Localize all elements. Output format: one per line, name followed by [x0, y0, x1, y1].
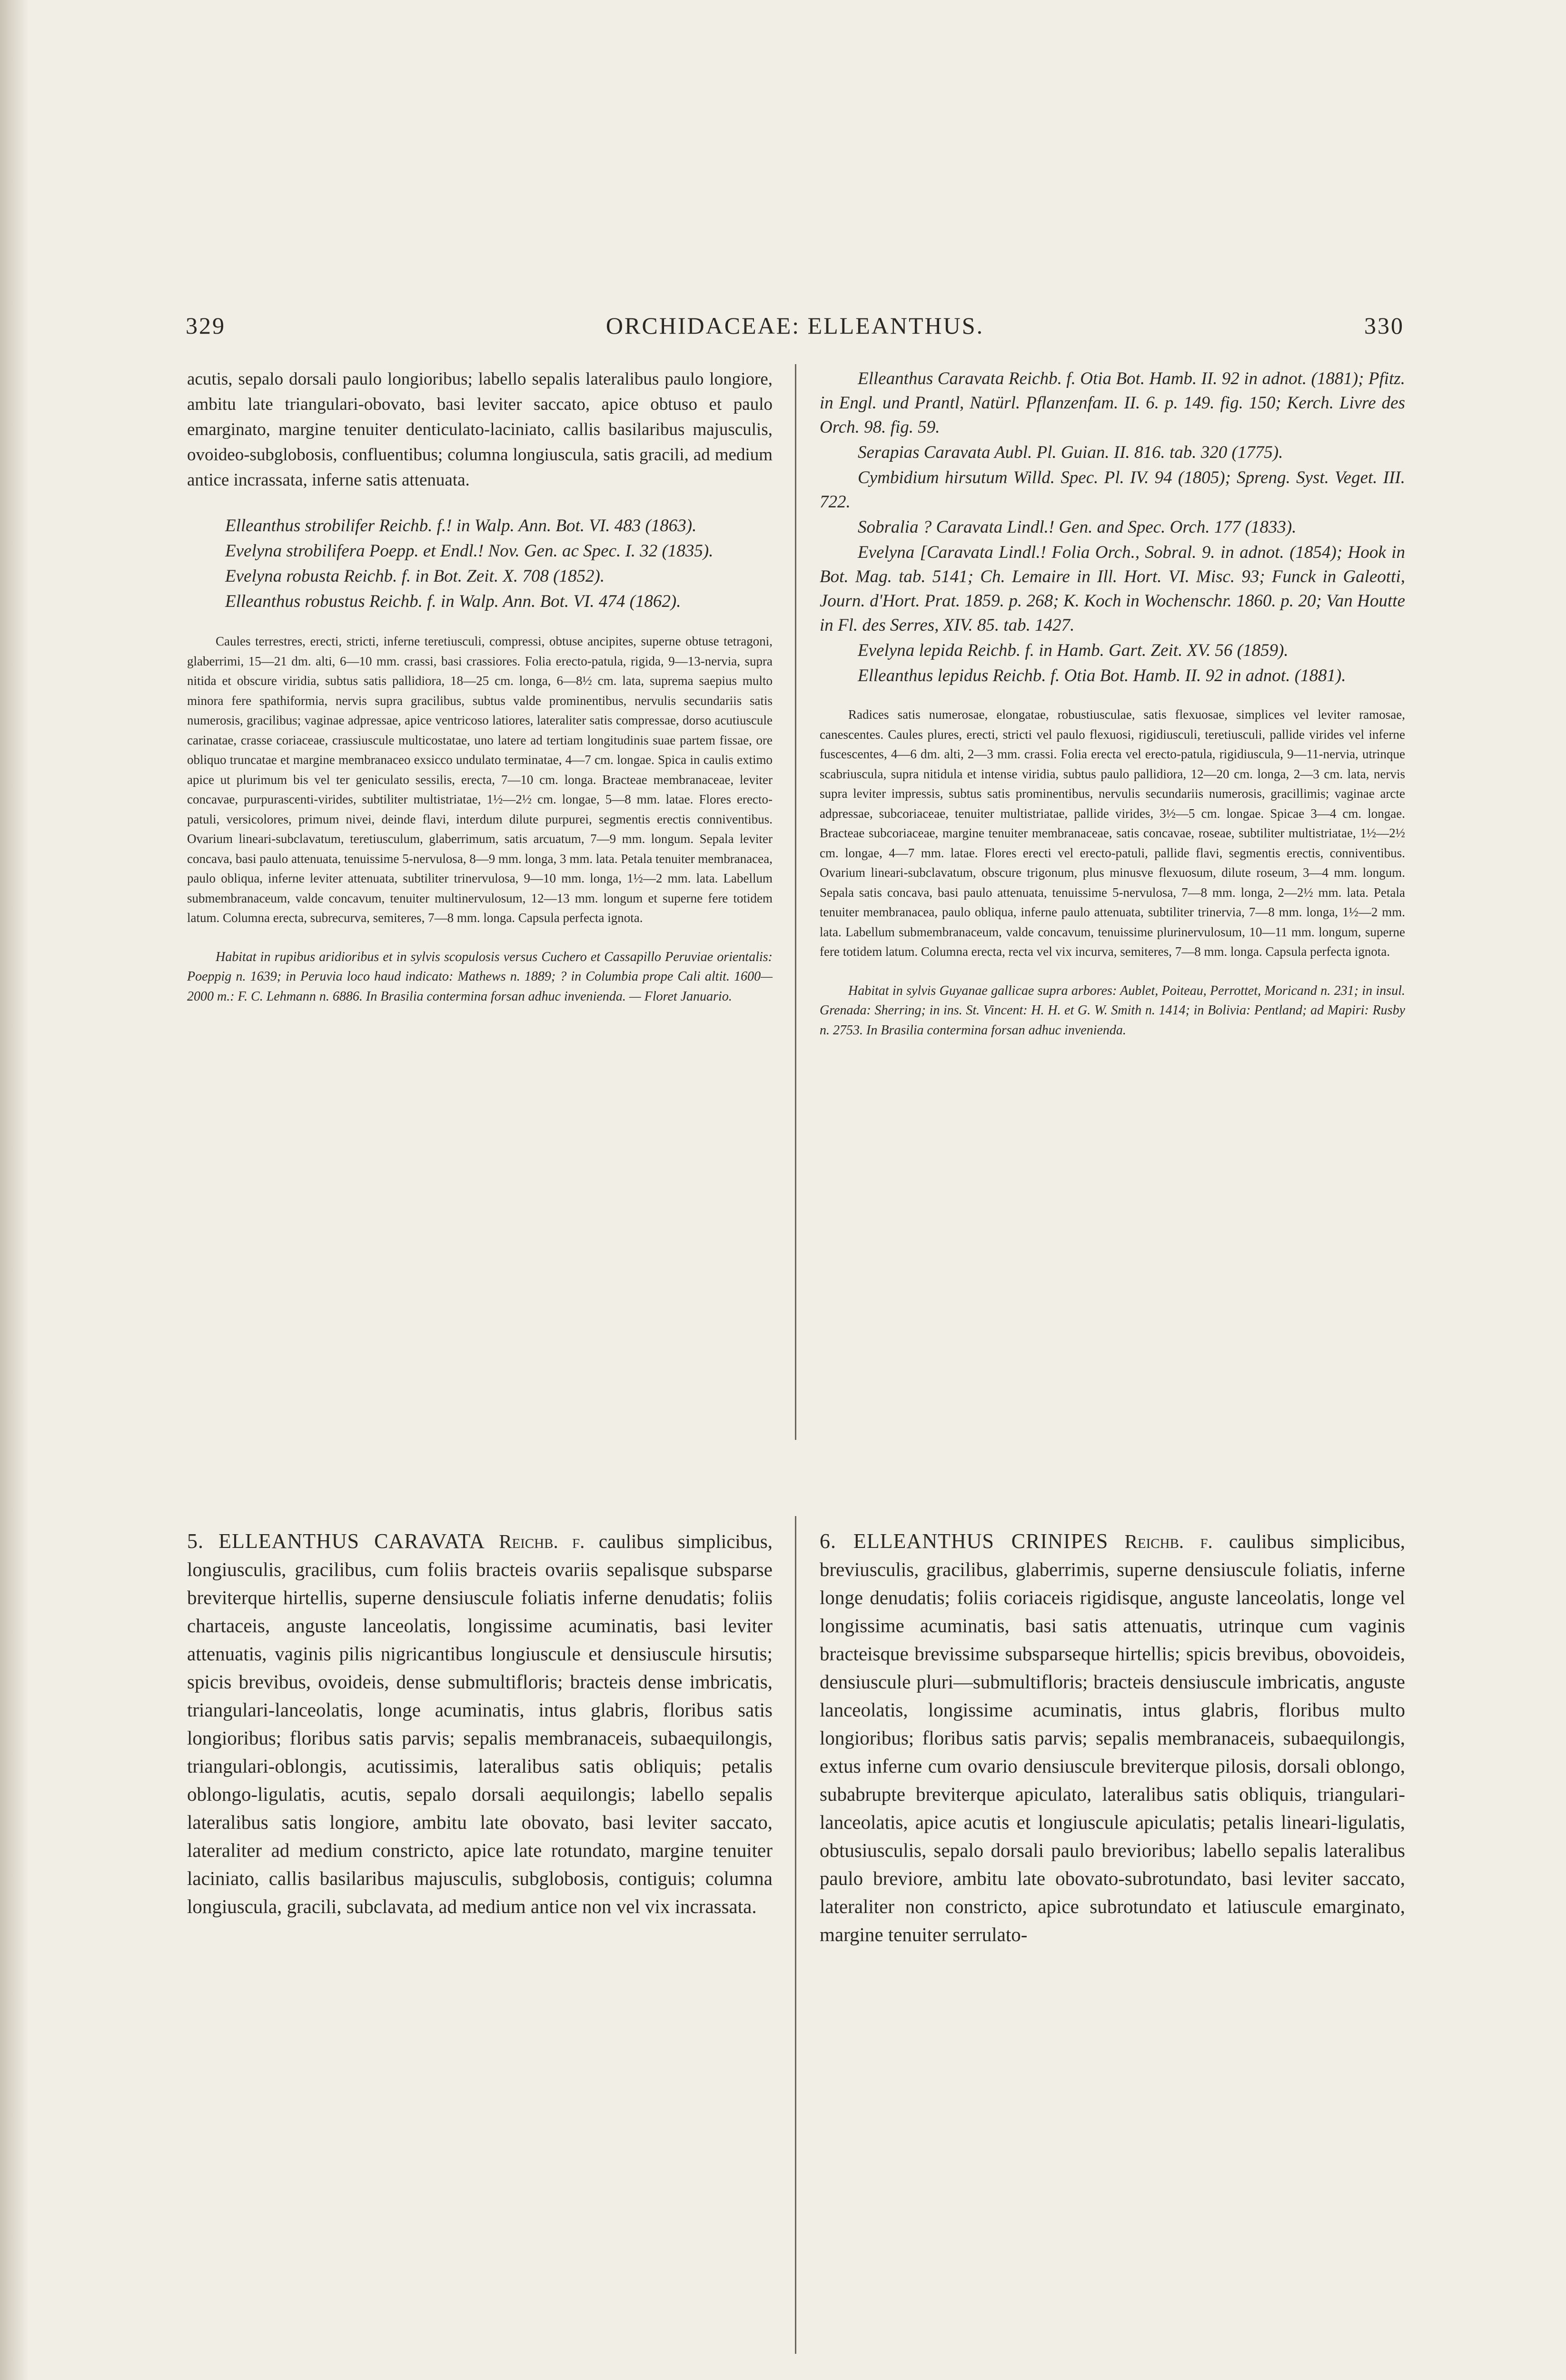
synonym: Evelyna robusta Reichb. f. in Bot. Zeit. X. 708 (1852).	[225, 566, 605, 586]
synonym: Sobralia ? Caravata Lindl.! Gen. and Spec. Orch. 177 (1833).	[858, 517, 1297, 537]
species-description: Radices satis numerosae, elongatae, robustiusculae, satis flexuosae, simplices vel leviter ramosae, canescentes. Caules plures, erecti, stricti vel paulo flexuosi, rigidiusculi, teretiusculi, pallide virides vel inferne fuscescentes, 4—6 dm. alti, 2—3 mm. crassi. Folia erecta vel erecto-patula, rigidiuscula, 9—11-nervia, utrinque scabriuscula, supra nitidula et intense viridia, subtus paulo pallidiora, 12—20 cm. longa, 2—3 cm. lata, nervis supra leviter impressis, subtus satis prominentibus, nervulis secundariis numerosis, gracillimis; vaginae arcte adpressae, subcoriaceae, tenuiter multistriatae, pallide virides, 3½—5 cm. longae. Spicae 3—4 cm. longae. Bracteae subcoriaceae, margine tenuiter membranaceae, satis concavae, roseae, subtiliter multistriatae, 1½—2½ cm. longae, 4—7 mm. latae. Flores erecti vel erecto-patuli, pallide flavi, segmentis erectis, conniventibus. Ovarium lineari-subclavatum, obscure trigonum, plus minusve flexuosum, dilute roseum, 3—4 mm. longum. Sepala satis concava, basi paulo attenuata, tenuissime 5-nervulosa, 7—8 mm. longa, 2—2½ mm. lata. Petala tenuiter membranacea, paulo obliqua, inferne paulo attenuata, subtiliter trinervia, 7—8 mm. longa, 1½—2 mm. lata. Labellum submembranaceum, valde concavum, tenuissime plurinervulosum, 10—11 mm. longum, superne fere totidem latum. Columna erecta, recta vel vix incurva, semiteres, 7—8 mm. longa. Capsula perfecta ignota.	[820, 707, 1405, 959]
synonym: Serapias Caravata Aubl. Pl. Guian. II. 816. tab. 320 (1775).	[858, 443, 1283, 462]
species-heading: 6. ELLEANTHUS CRINIPES	[820, 1529, 1109, 1553]
species-diagnosis-text: caulibus simplicibus, longiusculis, gracilibus, cum foliis bracteis ovariis sepalisque subsparse breviterque hirtellis, superne densiuscule foliatis inferne denudatis; foliis chartaceis, anguste lanceolatis, longissime acuminatis, basi leviter attenuatis, vaginis pilis nigricantibus longiuscule et densiuscule hirsutis; spicis brevibus, ovoideis, dense submultifloris; bracteis dense imbricatis, triangulari-lanceolatis, longe acuminatis, intus glabris, floribus satis longioribus; floribus satis parvis; sepalis membranaceis, subaequilongis, triangulari-oblongis, acutissimis, lateralibus satis obliquis; petalis oblongo-ligulatis, acutis, sepalo dorsali aequilongis; labello sepalis lateralibus satis longiore, ambitu late obovato, basi leviter saccato, lateraliter ad medium constricto, apice late rotundato, margine tenuiter laciniato, callis basilaribus majusculis, subglobosis, contiguis; columna longiuscula, gracili, subclavata, ad medium antice non vel vix incrassata.	[187, 1530, 773, 1917]
synonym: Elleanthus strobilifer Reichb. f.! in Walp. Ann. Bot. VI. 483 (1863).	[225, 516, 697, 536]
synonym: Evelyna lepida Reichb. f. in Hamb. Gart. Zeit. XV. 56 (1859).	[858, 641, 1288, 660]
running-header	[186, 312, 1404, 350]
column-divider-top	[795, 364, 796, 1440]
running-title: ORCHIDACEAE: ELLEANTHUS.	[605, 312, 984, 339]
species-author: Reichb. f.	[1124, 1530, 1213, 1552]
species-heading: 5. ELLEANTHUS CARAVATA	[187, 1529, 485, 1553]
synonym: Evelyna strobilifera Poepp. et Endl.! Nov. Gen. ac Spec. I. 32 (1835).	[225, 541, 714, 561]
synonym: Elleanthus robustus Reichb. f. in Walp. Ann. Bot. VI. 474 (1862).	[225, 592, 681, 611]
species-description: Caules terrestres, erecti, stricti, inferne teretiusculi, compressi, obtuse ancipites, superne obtuse tetragoni, glaberrimi, 15—21 dm. alti, 6—10 mm. crassi, basi crassiores. Folia erecto-patula, rigida, 9—13-nervia, supra nitida et obscure viridia, subtus satis pallidiora, 18—25 cm. longa, 6—8½ cm. lata, suprema saepius multo minora fere spathiformia, nervis supra gracilibus, subtus valde prominentibus, nervulis secundariis satis numerosis, gracilibus; vaginae adpressae, apice ventricoso latiores, lateraliter satis compressae, dorso acutiuscule carinatae, crasse coriaceae, crassiuscule multicostatae, uno latere ad tertiam longitudinis suae partem fissae, ore obliquo truncatae et margine membranaceo exsicco undulato terminatae, 4—7 cm. longae. Spica in caulis extimo apice ut plurimum bis vel ter geniculato sessilis, erecta, 7—10 cm. longa. Bracteae membranaceae, leviter concavae, purpurascenti-virides, subtiliter multistriatae, 1½—2½ cm. longae, 5—8 mm. latae. Flores erecto-patuli, versicolores, primum nivei, deinde flavi, interdum dilute purpurei, segmentis erectis conniventibus. Ovarium lineari-subclavatum, teretiusculum, glaberrimum, satis arcuatum, 7—9 mm. longum. Sepala leviter concava, basi paulo attenuata, tenuissime 5-nervulosa, 8—9 mm. longa, 3 mm. lata. Petala tenuiter membranacea, paulo obliqua, inferne leviter attenuata, subtiliter trinervulosa, 9—10 mm. longa, 1½—2 mm. lata. Labellum submembranaceum, valde concavum, tenuiter multinervulosum, 12—13 mm. longum et superne fere totidem latum. Columna erecta, subrecurva, semiteres, 7—8 mm. longa. Capsula perfecta ignota.	[187, 634, 773, 925]
habitat-note: Habitat in rupibus aridioribus et in sylvis scopulosis versus Cuchero et Cassapillo Peruviae orientalis: Poeppig n. 1639; in Peruvia loco haud indicato: Mathews n. 1889; ? in Columbia prope Cali altit. 1600—2000 m.: F. C. Lehmann n. 6886. In Brasilia contermina forsan adhuc invenienda. — Floret Januario.	[187, 949, 773, 1004]
synonym: Evelyna [Caravata Lindl.! Folia Orch., Sobral. 9. in adnot. (1854); Hook in Bot. Mag. tab. 5141; Ch. Lemaire in Ill. Hort. VI. Misc. 93; Funck in Galeotti, Journ. d'Hort. Prat. 1859. p. 268; K. Koch in Wochenschr. 1860. p. 20; Van Houtte in Fl. des Serres, XIV. 85. tab. 1427.	[820, 543, 1405, 635]
species-author: Reichb. f.	[499, 1530, 585, 1552]
synonym: Cymbidium hirsutum Willd. Spec. Pl. IV. 94 (1805); Spreng. Syst. Veget. III. 722.	[820, 468, 1405, 512]
continued-description: acutis, sepalo dorsali paulo longioribus; labello sepalis lateralibus paulo longiore, ambitu late triangulari-obovato, basi leviter saccato, apice obtuso et paulo emarginato, margine tenuiter denticulato-laciniato, callis basilaribus majusculis, ovoideo-subglobosis, confluentibus; columna longiuscula, satis gracili, ad medium antice incrassata, inferne satis attenuata.	[187, 369, 773, 490]
species-diagnosis	[820, 1527, 1405, 1949]
species-diagnosis-text: caulibus simplicibus, breviusculis, gracilibus, glaberrimis, superne densiuscule foliatis, inferne longe denudatis; foliis coriaceis rigidisque, anguste lanceolatis, longe vel longissime acuminatis, basi satis attenuatis, utrinque cum vaginis bracteisque brevissime subsparseque hirtellis; spicis brevibus, obovoideis, densiuscule pluri—submultifloris; bracteis densiuscule imbricatis, anguste lanceolatis, longissime acuminatis, intus glabris, floribus multo longioribus; floribus satis parvis; sepalis membranaceis, subaequilongis, extus inferne cum ovario densiuscule breviterque pilosis, dorsali oblongo, subabrupte breviterque apiculato, lateralibus satis obliquis, triangulari-lanceolatis, apice acutis et longiuscule apiculatis; petalis lineari-ligulatis, obtusiusculis, sepalo dorsali paulo brevioribus; labello sepalis lateralibus paulo breviore, ambitu late obovato-subrotundato, basi leviter saccato, lateraliter non constricto, apice subrotundato et latiuscule emarginato, margine tenuiter serrulato-	[820, 1530, 1406, 1945]
synonym: Elleanthus lepidus Reichb. f. Otia Bot. Hamb. II. 92 in adnot. (1881).	[858, 666, 1346, 685]
synonym: Elleanthus Caravata Reichb. f. Otia Bot. Hamb. II. 92 in adnot. (1881); Pfitz. in Engl. und Prantl, Natürl. Pflanzenfam. II. 6. p. 149. fig. 150; Kerch. Livre des Orch. 98. fig. 59.	[820, 369, 1405, 437]
left-column	[187, 367, 773, 1006]
right-species-block	[820, 1527, 1405, 1949]
page-number-right: 330	[1364, 312, 1404, 339]
page-number-left: 329	[186, 312, 226, 339]
habitat-note: Habitat in sylvis Guyanae gallicae supra arbores: Aublet, Poiteau, Perrottet, Moricand n. 231; in insul. Grenada: Sherring; in ins. St. Vincent: H. H. et G. W. Smith n. 1414; in Bolivia: Pentland; ad Mapiri: Rusby n. 2753. In Brasilia contermina forsan adhuc invenienda.	[820, 983, 1405, 1038]
left-species-block	[187, 1527, 773, 1921]
right-column	[820, 367, 1405, 1040]
species-diagnosis	[187, 1527, 773, 1921]
column-divider-bottom	[795, 1516, 796, 2354]
